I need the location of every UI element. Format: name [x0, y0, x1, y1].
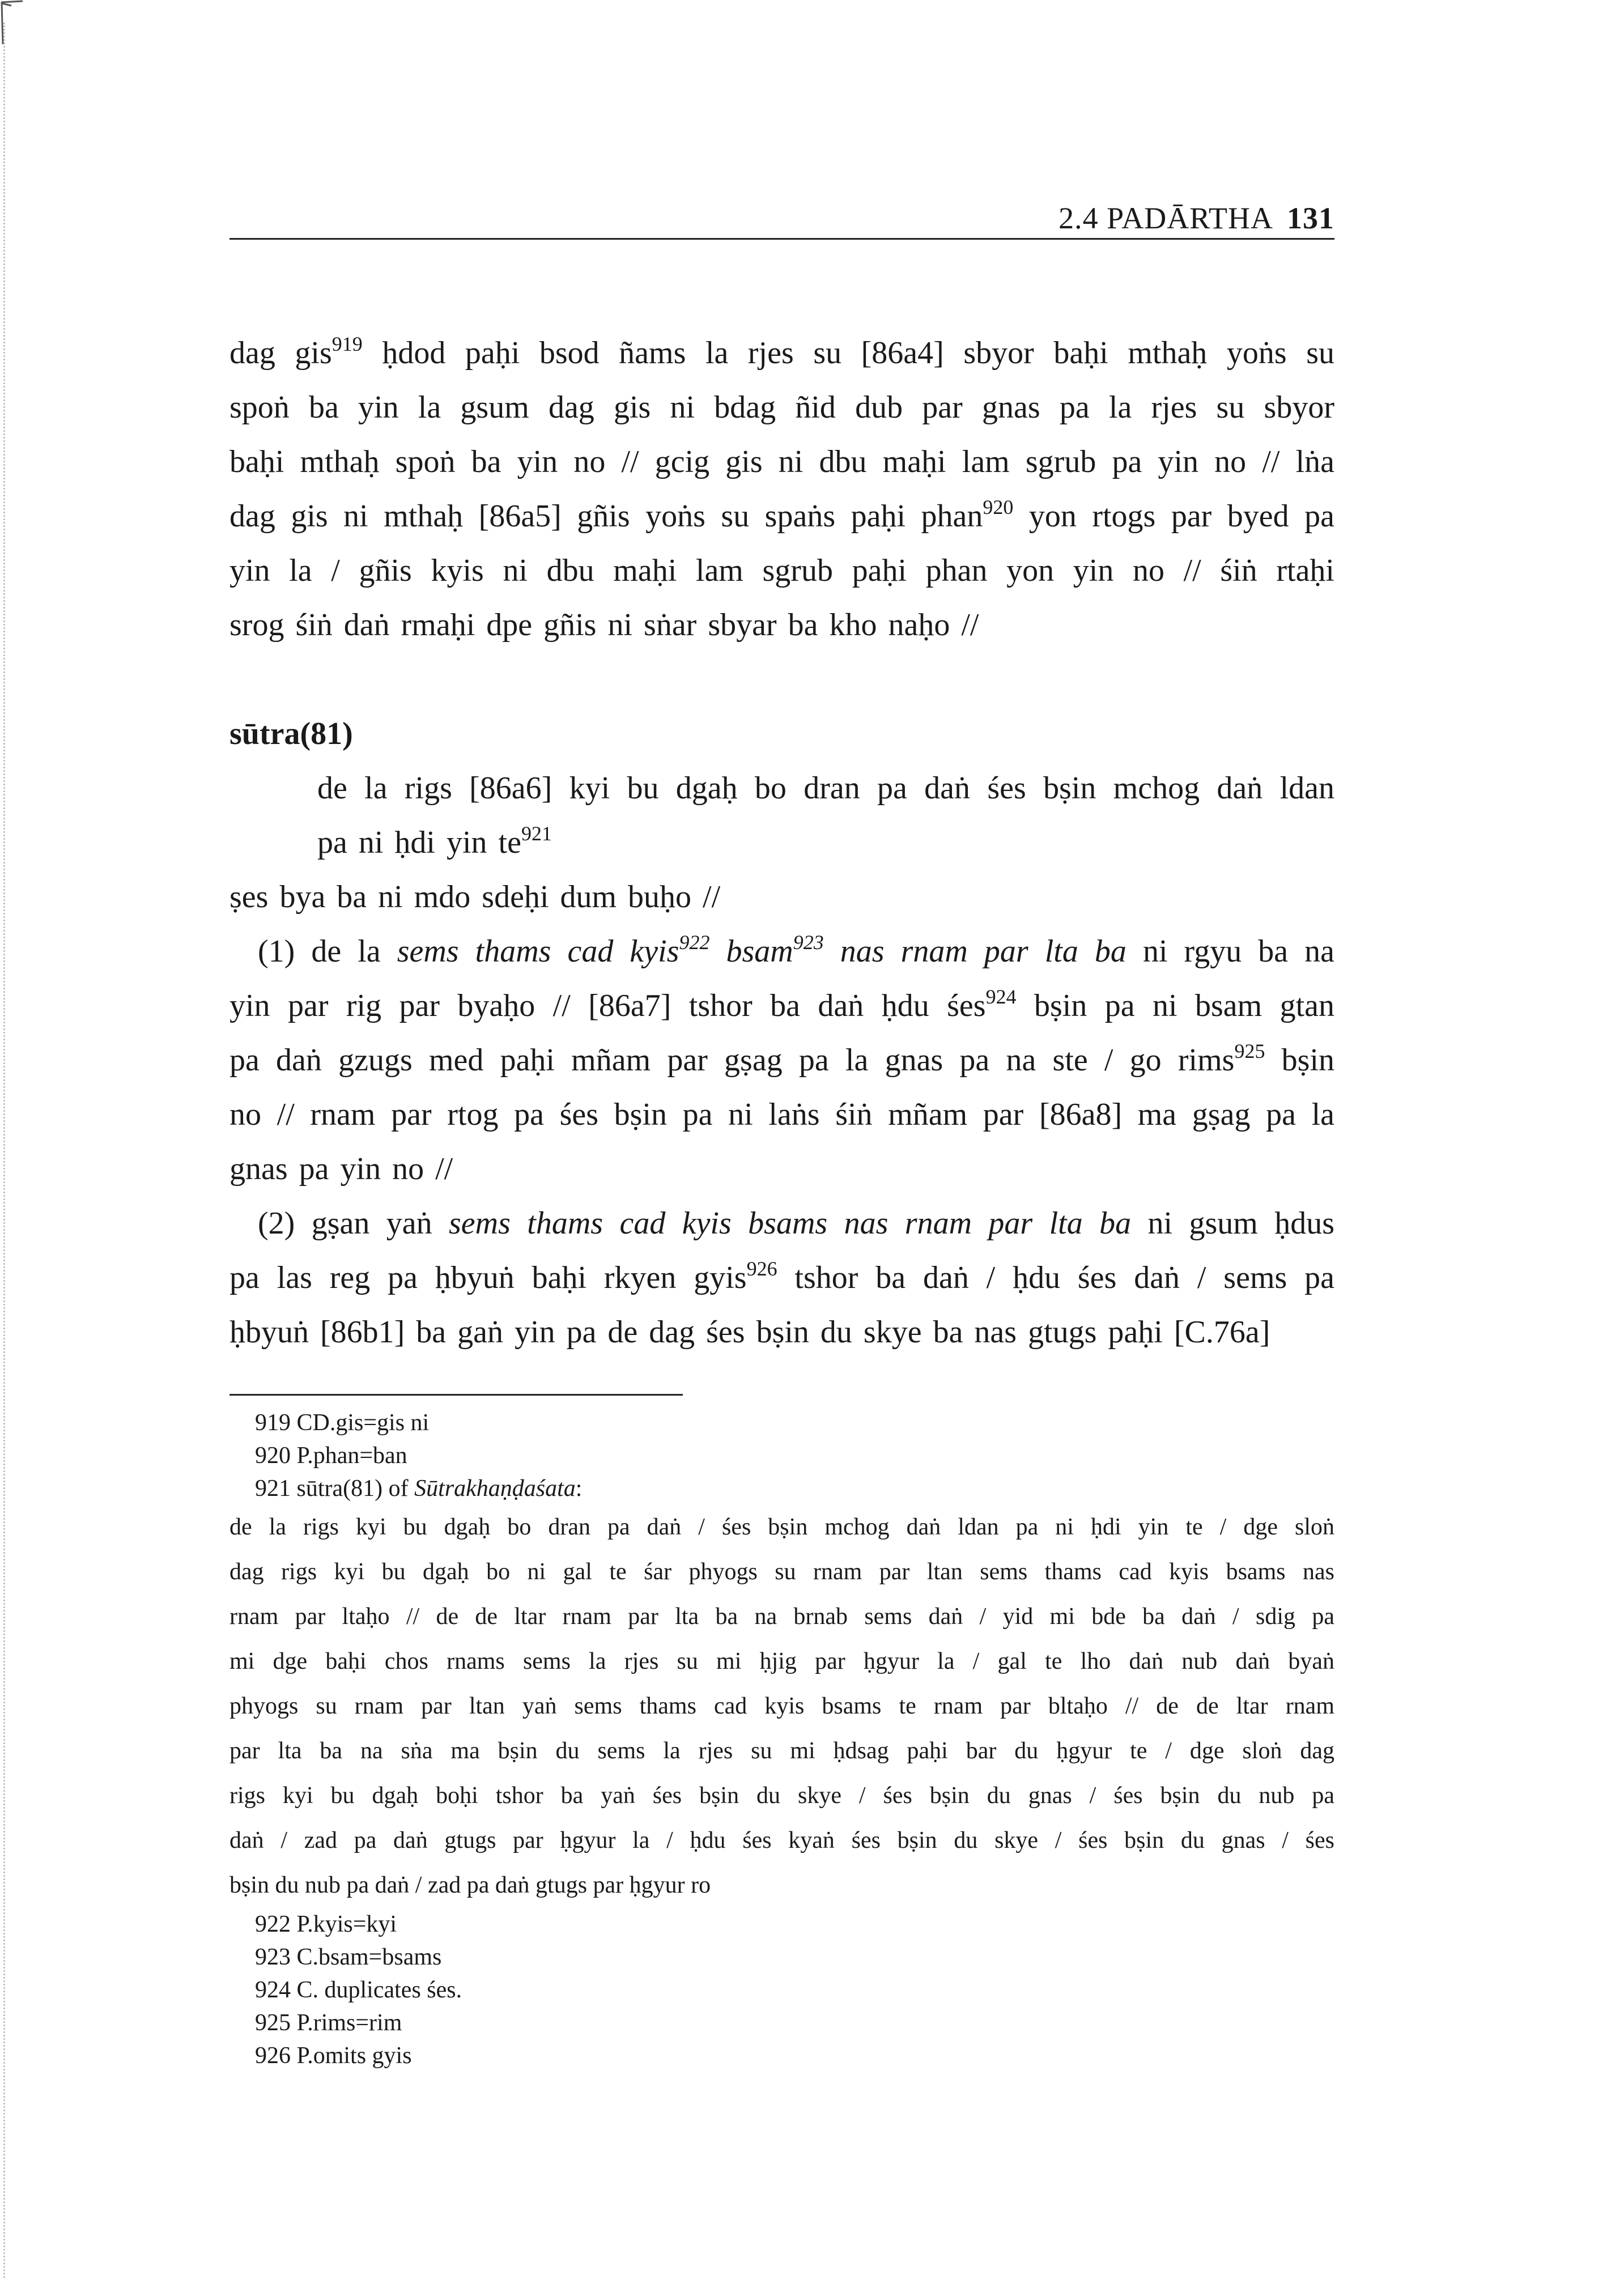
footnote: 919 CD.gis=gis ni — [255, 1410, 430, 1436]
footnote-921-line: rnam par ltaḥo // de de ltar rnam par lta ba na brnab sems daṅ / yid mi bde ba daṅ / sdig pa — [229, 1604, 1334, 1630]
footnote-921-line: de la rigs kyi bu dgaḥ bo dran pa daṅ / śes bṣin mchog daṅ ldan pa ni ḥdi yin te / dge sloṅ — [229, 1514, 1334, 1540]
running-head-text — [1058, 201, 1334, 236]
footnote-921-title: Sūtrakhaṇḍaśata — [414, 1476, 576, 1502]
sutra-after-line — [229, 870, 1334, 924]
footnotes-group-b — [229, 1908, 1334, 2072]
footnote-ref: 925 — [1234, 1040, 1265, 1062]
sutra-line: pa ni ḥdi yin $te^{921}$ — [317, 822, 552, 860]
footnote: 920 P.phan=ban — [255, 1443, 407, 1469]
footnote-ref: 923 — [793, 931, 824, 954]
footnote-ref: 921 — [521, 822, 552, 845]
sutra-quote — [229, 761, 1334, 870]
footnote-ref: 922 — [679, 931, 710, 954]
footnote-921 — [229, 1472, 1334, 1505]
page-corner-artifact — [0, 0, 34, 45]
item-first-line: (2) gṣan yaṅ sems thams cad kyis bsams nas rnam par lta ba ni gsum ḥdus — [258, 1206, 1335, 1241]
item-line: pa las reg pa ḥbyuṅ baḥi rkyen gyis$^{926}$ tshor ba daṅ / ḥdu śes daṅ / sems pa — [229, 1257, 1334, 1295]
footnote-921-line: daṅ / zad pa daṅ gtugs par ḥgyur la / ḥdu śes kyaṅ śes bṣin du skye / śes bṣin du gnas / śes — [229, 1827, 1334, 1853]
footnotes — [229, 1406, 1334, 2072]
footnote-ref: 919 — [331, 333, 363, 355]
footnote-ref: 920 — [983, 496, 1014, 518]
paragraph-1 — [229, 326, 1334, 652]
footnote-921-line: bṣin du nub pa daṅ / zad pa daṅ gtugs par ḥgyur ro — [229, 1872, 711, 1898]
item-2 — [229, 1196, 1334, 1359]
item-line: pa daṅ gzugs med paḥi mñam par gṣag pa la gnas pa na ste / go rims$^{925}$ bṣin — [229, 1040, 1335, 1078]
item-line: gnas pa yin no // — [229, 1151, 453, 1187]
sutra-heading: sūtra(81) — [229, 716, 353, 751]
item-1 — [229, 924, 1334, 1196]
footnote-921-line: mi dge baḥi chos rnams sems la rjes su mi ḥjig par ḥgyur la / gal te lho daṅ nub daṅ byaṅ — [229, 1648, 1334, 1674]
item-italic-phrase: sems thams cad kyis bsams nas rnam par lta ba — [449, 1206, 1132, 1241]
footnote: 922 P.kyis=kyi — [255, 1911, 397, 1937]
footnote: 924 C. duplicates śes. — [255, 1977, 462, 2003]
footnote: 925 P.rims=rim — [255, 2010, 402, 2036]
item-line: yin par rig par byaḥo // [86a7] tshor ba daṅ ḥdu śes$^{924}$ bṣin pa ni bsam gtan — [229, 985, 1334, 1023]
item-line: ḥbyuṅ [86b1] ba gaṅ yin pa de dag śes bṣin du skye ba nas gtugs paḥi [C.76a] — [229, 1315, 1270, 1350]
item-line: no // rnam par rtog pa śes bṣin pa ni laṅs śiṅ mñam par [86a8] ma gṣag pa la — [229, 1097, 1334, 1132]
paragraph-line: yin la / gñis kyis ni dbu maḥi lam sgrub paḥi phan yon yin no // śiṅ rtaḥi — [229, 553, 1334, 588]
footnote-921-line: phyogs su rnam par ltan yaṅ sems thams cad kyis bsams te rnam par bltaḥo // de de ltar rnam — [229, 1693, 1334, 1719]
paragraph-line: srog śiṅ daṅ rmaḥi dpe gñis ni sṅar sbyar ba kho naḥo // — [229, 607, 979, 643]
footnotes-group-a — [229, 1406, 1334, 1472]
footnote: 923 C.bsam=bsams — [255, 1944, 442, 1970]
footnote-ref: 924 — [985, 985, 1017, 1008]
section-title: 2.4 PADĀRTHA — [1058, 201, 1273, 235]
footnote-ref: 926 — [746, 1257, 777, 1280]
paragraph-line: baḥi mthaḥ spoṅ ba yin no // gcig gis ni dbu maḥi lam sgrub pa yin no // lṅa — [229, 444, 1334, 479]
paragraph-line: dag gis ni mthaḥ [86a5] gñis yoṅs su spaṅs paḥi phan$^{920}$ yon rtogs par byed pa — [229, 496, 1335, 534]
running-head — [229, 193, 1334, 240]
main-text — [229, 326, 1334, 1359]
sutra-after-text: ṣes bya ba ni mdo sdeḥi dum buḥo // — [229, 879, 721, 915]
paragraph-line: spoṅ ba yin la gsum dag gis ni bdag ñid dub par gnas pa la rjes su sbyor — [229, 390, 1334, 425]
footnote-921-line: dag rigs kyi bu dgaḥ bo ni gal te śar phyogs su rnam par ltan sems thams cad kyis bsams nas — [229, 1559, 1334, 1585]
paragraph-line: dag gis$^{919}$ ḥdod paḥi bsod ñams la rjes su [86a4] sbyor baḥi mthaḥ yoṅs su — [229, 333, 1334, 371]
sutra-line: de la rigs [86a6] kyi bu dgaḥ bo dran pa daṅ śes bṣin mchog daṅ ldan — [317, 771, 1334, 806]
footnote-rule — [229, 1394, 683, 1396]
item-italic-phrase: sems thams cad kyis$^{922}$ bsam$^{923}$ nas rnam par lta ba — [397, 931, 1126, 969]
footnote: 926 P.omits gyis — [255, 2043, 412, 2069]
scan-edge-artifact — [3, 23, 7, 2278]
footnote-921-body — [229, 1505, 1334, 1908]
footnote-921-prefix: 921 sūtra(81) of — [255, 1476, 415, 1502]
footnote-921-line: par lta ba na sṅa ma bṣin du sems la rjes su mi ḥdsag paḥi bar du ḥgyur te / dge sloṅ dag — [229, 1738, 1334, 1764]
page-number: 131 — [1287, 201, 1334, 235]
footnote-921-line: rigs kyi bu dgaḥ boḥi tshor ba yaṅ śes bṣin du skye / śes bṣin du gnas / śes bṣin du nub pa — [229, 1783, 1334, 1809]
footnote-921-suffix: : — [575, 1476, 583, 1502]
item-first-line: (1) de la sems thams cad kyis$^{922}$ bsam$^{923}$ nas rnam par lta ba ni rgyu ba na — [258, 931, 1334, 969]
